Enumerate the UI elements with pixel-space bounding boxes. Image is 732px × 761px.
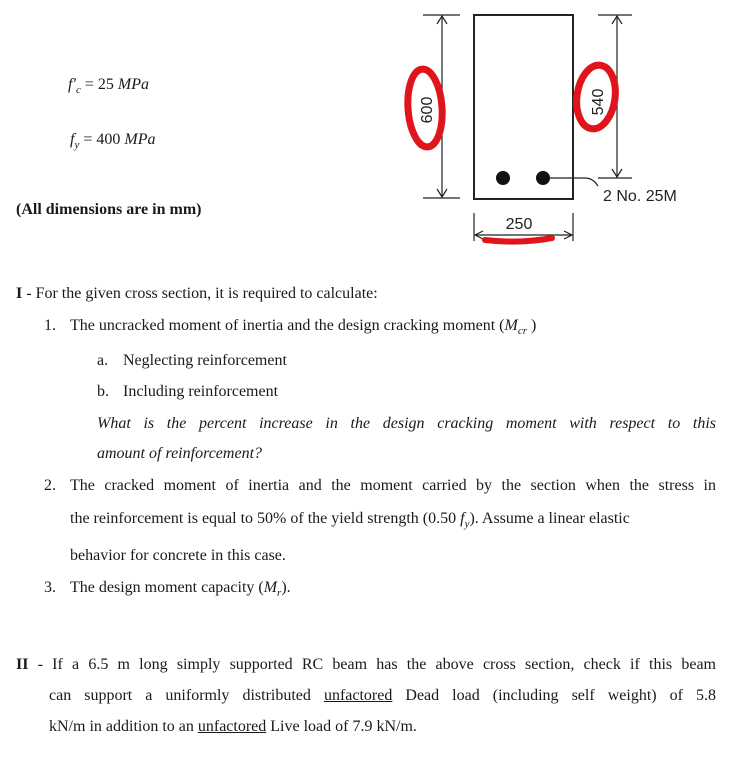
item1-text (70, 316, 536, 341)
rebar-label: 2 No. 25M (603, 188, 677, 205)
item1-question-line2: amount of reinforcement? (97, 445, 263, 462)
part1-label: I (16, 285, 23, 302)
item1-number: 1. (44, 317, 56, 334)
depth-label: 540 (590, 88, 607, 116)
fc-symbol: f′ (68, 76, 76, 93)
item1-question-line1: What is the percent increase in the design cracking moment with respect to this (97, 415, 716, 432)
item2-symbol: f (460, 510, 465, 527)
fy-unit: MPa (124, 131, 156, 148)
item3-symbol: M (263, 579, 278, 596)
item2-line2-before: the reinforcement is equal to 50% of the yield strength (0.50 (70, 510, 461, 527)
fy-subscript: y (74, 139, 80, 151)
height-label: 600 (419, 96, 436, 124)
fy-symbol: f (70, 131, 75, 148)
item2-line2-after: ). Assume a linear elastic (469, 510, 630, 527)
fc-value: = 25 (84, 76, 114, 93)
part2-line2-before: can support a uniformly distributed (49, 687, 324, 704)
part1-intro (16, 284, 378, 304)
part2-line3-after: Live load of 7.9 kN/m. (266, 718, 417, 735)
rebar-right (536, 171, 550, 185)
part1-text: - For the given cross section, it is required to calculate: (22, 285, 378, 302)
item3-text-after: ). (281, 579, 291, 596)
part2-line3 (49, 717, 417, 737)
cross-section-diagram (0, 0, 732, 260)
item3-text (70, 578, 291, 603)
part2-line2 (49, 686, 716, 706)
item1b-text: Including reinforcement (123, 383, 279, 400)
beam-section-outline (474, 15, 573, 199)
item1a-number: a. (97, 352, 109, 369)
item3-subscript: r (277, 587, 282, 599)
part2-line3-before: kN/m in addition to an (49, 718, 198, 735)
item1a-text: Neglecting reinforcement (123, 352, 287, 369)
fc-subscript: c (75, 84, 81, 96)
part2-line2-underlined: unfactored (323, 687, 393, 704)
item1-symbol: M (504, 317, 518, 334)
item2-subscript: y (464, 518, 470, 530)
item1-subscript: cr (517, 325, 528, 337)
item3-number: 3. (44, 579, 56, 596)
fc-unit: MPa (117, 76, 149, 93)
rebar-left (496, 171, 510, 185)
red-underline-annotation-250 (485, 238, 552, 242)
width-label: 250 (505, 216, 533, 233)
item2-line2 (70, 509, 630, 534)
part2-line1 (16, 655, 716, 675)
item1b-number: b. (97, 383, 109, 400)
item2-line3: behavior for concrete in this case. (70, 547, 286, 564)
part2-label: II (16, 656, 29, 673)
fy-value: = 400 (83, 131, 121, 148)
item1-text-before: The uncracked moment of inertia and the design cracking moment ( (70, 317, 505, 334)
dimensions-note: (All dimensions are in mm) (16, 201, 202, 218)
part2-line1-text: - If a 6.5 m long simply supported RC beam has the above cross section, check if this beam (28, 656, 716, 673)
part2-line2-after: Dead load (including self weight) of 5.8 (392, 687, 717, 704)
item2-line1: The cracked moment of inertia and the moment carried by the section when the stress in (70, 477, 716, 494)
item2-number: 2. (44, 477, 56, 494)
item3-text-before: The design moment capacity ( (70, 579, 264, 596)
item1-text-after: ) (527, 317, 537, 334)
part2-line3-underlined: unfactored (197, 718, 267, 735)
